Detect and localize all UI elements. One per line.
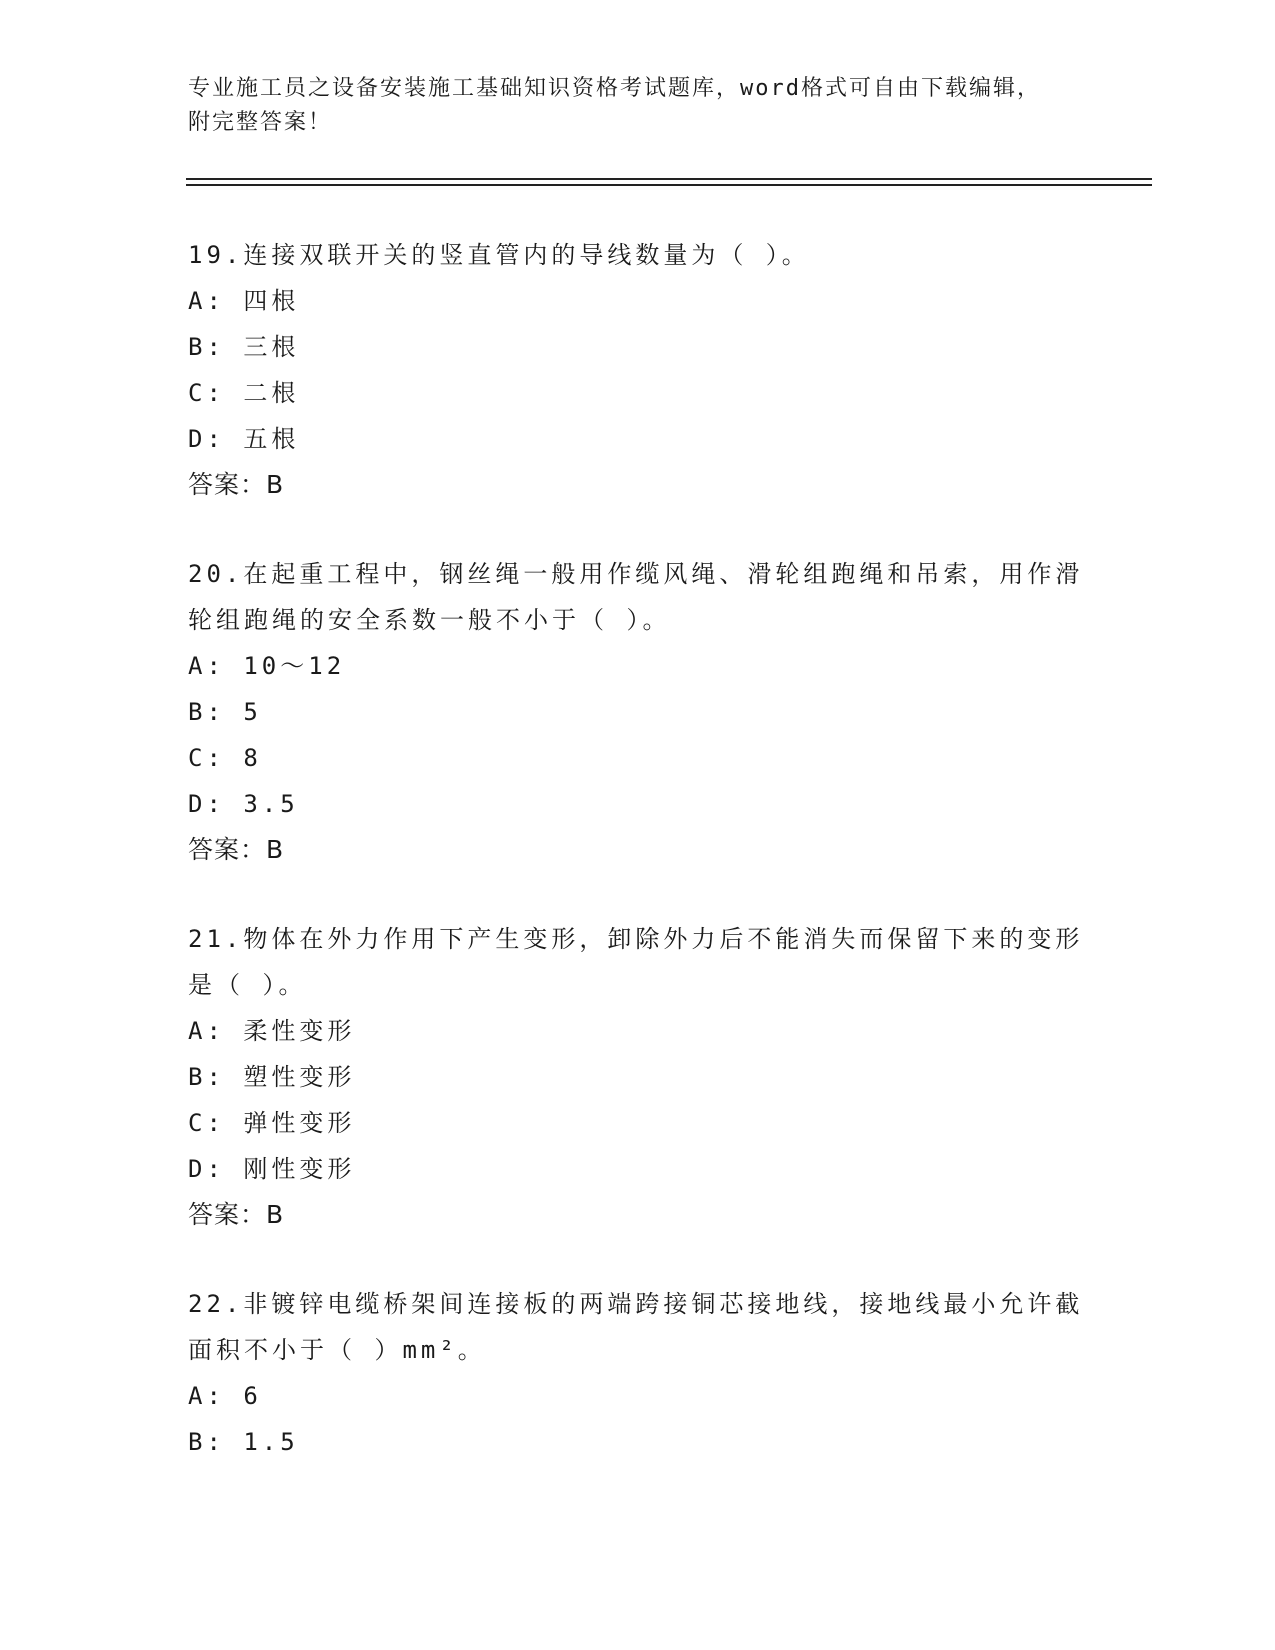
option-c: C: 二根	[188, 379, 300, 407]
option-b: B: 塑性变形	[188, 1063, 356, 1091]
question-text: 22.非镀锌电缆桥架间连接板的两端跨接铜芯接地线，接地线最小允许截面积不小于（ ）mm²。	[188, 1290, 1084, 1364]
answer-value: B	[266, 470, 285, 499]
answer-line: 答案：B	[188, 835, 285, 864]
option-b: B: 5	[188, 698, 262, 726]
answer-line: 答案：B	[188, 470, 285, 499]
option-a: A: 6	[188, 1382, 262, 1410]
option-c: C: 弹性变形	[188, 1109, 356, 1137]
option-d: D: 3.5	[188, 790, 299, 818]
option-d: D: 五根	[188, 425, 300, 453]
header-line-1: 专业施工员之设备安装施工基础知识资格考试题库，word格式可自由下载编辑，	[188, 76, 1041, 101]
question-19	[188, 232, 1088, 508]
question-20	[188, 551, 1088, 873]
option-b: B: 1.5	[188, 1428, 299, 1456]
question-22	[188, 1281, 1088, 1465]
question-list	[188, 232, 1088, 1508]
option-a: A: 10～12	[188, 652, 346, 680]
header-divider-bottom	[186, 184, 1152, 186]
option-c: C: 8	[188, 744, 262, 772]
option-d: D: 刚性变形	[188, 1155, 356, 1183]
option-a: A: 四根	[188, 287, 300, 315]
answer-value: B	[266, 1200, 285, 1229]
question-text: 20.在起重工程中，钢丝绳一般用作缆风绳、滑轮组跑绳和吊索，用作滑轮组跑绳的安全系数一般不小于（ ）。	[188, 560, 1084, 634]
question-text: 21.物体在外力作用下产生变形，卸除外力后不能消失而保留下来的变形是（ ）。	[188, 925, 1084, 999]
option-b: B: 三根	[188, 333, 300, 361]
header-divider-top	[186, 178, 1152, 180]
answer-value: B	[266, 835, 285, 864]
header-line-2: 附完整答案！	[188, 110, 333, 135]
document-header	[188, 72, 1088, 140]
question-text: 19.连接双联开关的竖直管内的导线数量为（ ）。	[188, 241, 810, 269]
answer-line: 答案：B	[188, 1200, 285, 1229]
question-21	[188, 916, 1088, 1238]
option-a: A: 柔性变形	[188, 1017, 356, 1045]
